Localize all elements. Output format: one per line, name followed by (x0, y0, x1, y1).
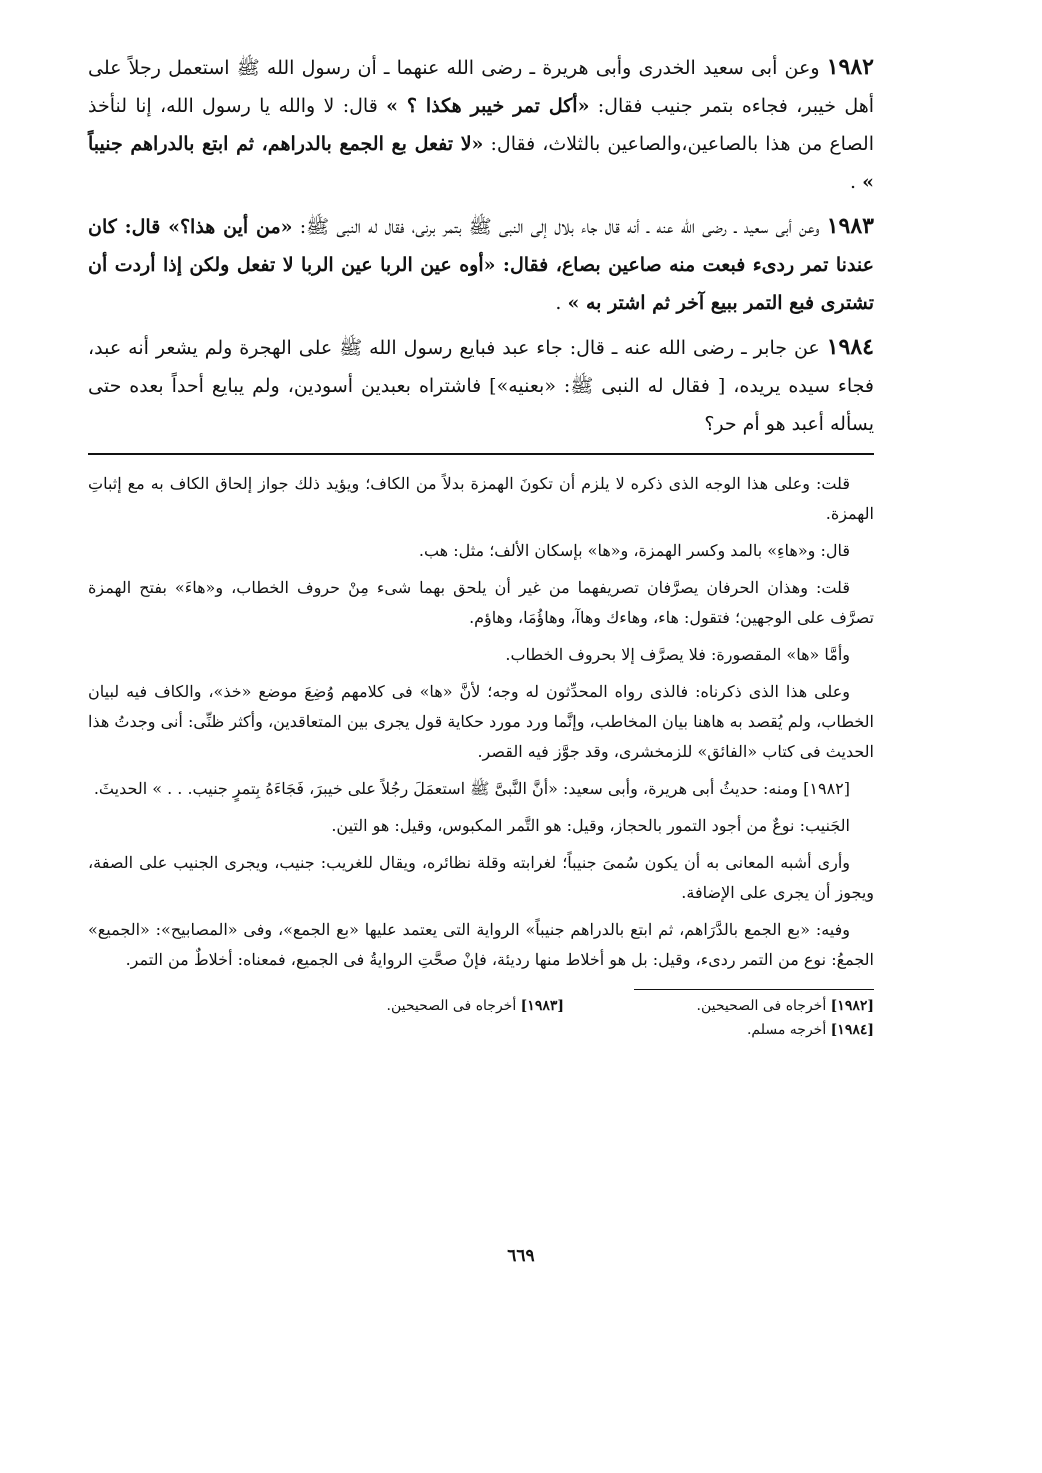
hadith-text: . (555, 292, 562, 314)
hadith-text: قال: لا والله يا رسول الله، إنا لنأخذ الصاع من هذا بالصاعين،والصاعين بالثلاث، فقال: (88, 95, 875, 155)
footnote-number: [١٩٨٣] (520, 998, 564, 1014)
footnote-divider (634, 989, 874, 990)
commentary-paragraph: قلت: وعلى هذا الوجه الذى ذكره لا يلزم أن تكونَ الهمزة بدلاً من الكاف؛ ويؤيد ذلك جواز إلحاق الكاف به مع إثباتِ الهمزة. (88, 474, 874, 523)
footnote-number: [١٩٨٤] (830, 1022, 874, 1038)
hadith-1982 (88, 48, 874, 201)
hadith-1984 (88, 328, 874, 443)
hadith-text: عن جابر ـ رضى الله عنه ـ قال: جاء عبد فبايع رسول الله ﷺ على الهجرة ولم يشعر أنه عبد، فجاء سيده يريده، [ فقال له النبى ﷺ: «بعنيه»] فاشتراه بعبدين أسودين، ولم يبايع أحداً بعده حتى يسأله أعبد هو أم حر؟ (88, 337, 874, 435)
footnote-row (88, 1018, 874, 1042)
hadith-quote: «لا تفعل بع الجمع بالدراهم، ثم ابتع بالدراهم جنيباً » (88, 133, 874, 193)
footnote-1983 (254, 994, 564, 1018)
page-body (88, 48, 874, 1042)
commentary-paragraph: [١٩٨٢] ومنه: حديثُ أبى هريرة، وأبى سعيد: «أنَّ النَّبىَّ ﷺ استعمَلَ رجُلاً على خيبرَ، فَجَاءَهُ بِتمرٍ جنيب. . . » الحديثَ. (93, 779, 850, 798)
commentary-paragraph: الجَنيب: نوعٌ من أجود التمور بالحجاز، وقيل: هو التَّمر المكبوس، وقيل: هو التين. (331, 816, 850, 835)
hadith-text: . (850, 171, 857, 193)
commentary (88, 469, 874, 975)
hadith-text: وعن أبى سعيد الخدرى وأبى هريرة ـ رضى الله عنهما ـ أن رسول الله ﷺ استعمل رجلاً على أهل خيبر، فجاءه بتمر جنيب فقال: (88, 57, 875, 117)
footnote-1982 (564, 994, 874, 1018)
footnote-row (88, 994, 874, 1018)
footnote-text: أخرجاه فى الصحيحين. (696, 998, 831, 1014)
footnote-text: أخرجاه فى الصحيحين. (386, 998, 521, 1014)
footnotes (88, 989, 874, 1042)
commentary-paragraph: وأمَّا «ها» المقصورة: فلا يصرَّف إلا بحروف الخطاب. (505, 645, 850, 664)
footnote-1984 (564, 1018, 874, 1042)
hadith-number: ١٩٨٢ (826, 54, 874, 80)
section-divider (88, 453, 874, 455)
hadith-quote: «من أين هذا؟» قال: كان عندنا تمر ردىء فبعت منه صاعين بصاع، فقال: «أوه عين الربا عين الربا لا تفعل ولكن إذا أردت أن تشترى فبع التمر ببيع آخر ثم اشتر به » (88, 216, 874, 314)
commentary-paragraph: وأرى أشبه المعانى به أن يكون سُمىَ جنيباً؛ لغرابته وقلة نظائره، ويقال للغريب: جنيب، ويجرى الجنيب على الصفة، ويجوز أن يجرى على الإضافة. (88, 853, 874, 902)
footnote-number: [١٩٨٢] (830, 998, 874, 1014)
footnote-text: أخرجه مسلم. (746, 1022, 831, 1038)
hadith-text: وعن أبى سعيد ـ رضى الله عنه ـ أنه قال جاء بلال إلى النبى ﷺ بتمر برنى، فقال له النبى ﷺ: (292, 216, 820, 238)
commentary-paragraph: قلت: وهذان الحرفان يصرَّفان تصريفهما من غير أن يلحق بهما شىء مِنْ حروف الخطاب، و«هاءَ» بفتح الهمزة تصرَّف على الوجهين؛ فتقول: هاء، وهاءك وهاآ، وهاؤُمَا، وهاؤم. (88, 578, 874, 627)
hadith-number: ١٩٨٤ (826, 334, 874, 360)
hadith-1983 (88, 207, 874, 322)
commentary-paragraph: قال: و«هاءِ» بالمد وكسر الهمزة، و«ها» بإسكان الألف؛ مثل: هب. (418, 541, 850, 560)
hadith-quote: «أكل تمر خيبر هكذا ؟ » (386, 95, 590, 117)
page-number: ٦٦٩ (507, 1246, 535, 1266)
hadith-number: ١٩٨٣ (826, 213, 874, 239)
commentary-paragraph: وفيه: «بع الجمع بالدَّرَاهم، ثم ابتع بالدراهم جنيباً» الرواية التى يعتمد عليها «بع الجمع»، وفى «المصابيح»: «الجميع» الجمعُ: نوع من التمر ردىء، وقيل: بل هو أخلاط منها رديئة، فإنْ صحَّتِ الروايةُ فى الجميع، فمعناه: أخلاطٌ من التمر. (88, 920, 874, 969)
commentary-paragraph: وعلى هذا الذى ذكرناه: فالذى رواه المحدِّثون له وجه؛ لأنَّ «ها» فى كلامهم وُضِعَ موضع «خذ»، والكاف فيه لبيان الخطاب، ولم يُقصد به هاهنا بيان المخاطب، وإنَّما ورد مورد حكاية قول يجرى بين المتعاقدين، وأكثر ظنِّى: أنى وجدتُ هذا الحديث فى كتاب «الفائق» للزمخشرى، وقد جوَّز فيه القصر. (88, 682, 874, 761)
